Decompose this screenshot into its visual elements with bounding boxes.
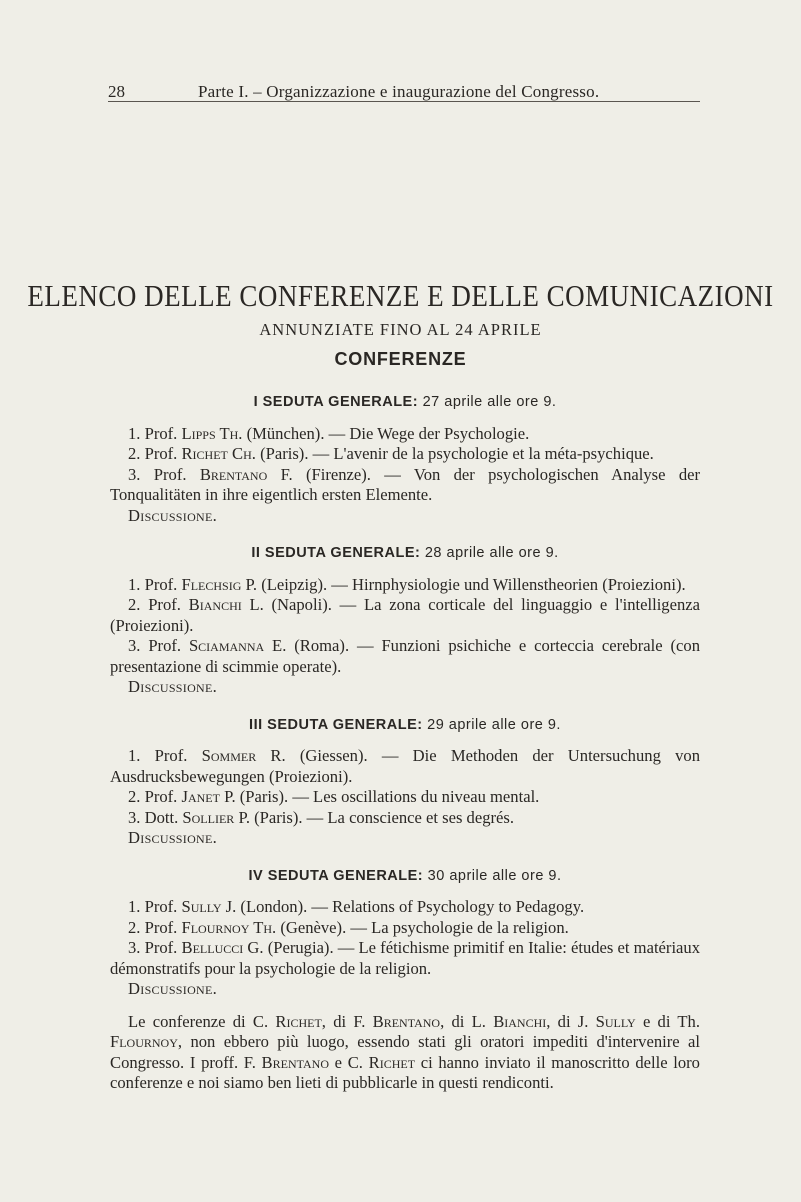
discussion-label: Discussione. <box>128 677 218 696</box>
session-heading <box>110 543 700 564</box>
entry-number: 2. Prof. <box>128 444 178 463</box>
entry-text: (Firenze). — Von der psychologischen Analyse der Tonqualitäten in ihre eigentlich ersten Elemente. <box>110 464 701 504</box>
text-run: e C. <box>334 1052 363 1072</box>
entry-number: 3. Prof. <box>128 636 182 655</box>
entry-text: (Genève). — La psychologie de la religion. <box>280 917 569 937</box>
speaker-name: Bianchi <box>493 1011 547 1031</box>
speaker-name: Janet P. <box>181 787 236 806</box>
entry-number: 1. Prof. <box>128 897 178 916</box>
conference-entry <box>110 918 700 939</box>
text-run: , non ebbero più luogo, essendo stati gli oratori impediti d'intervenire al Congresso. I proff. F. <box>110 1032 700 1072</box>
entry-number: 3. Prof. <box>128 464 187 484</box>
text-run: , di L. <box>440 1011 486 1031</box>
document-title: ELENCO DELLE CONFERENZE E DELLE COMUNICAZIONI <box>27 279 774 313</box>
speaker-name: Richet <box>275 1011 322 1031</box>
entry-number: 1. Prof. <box>128 574 178 594</box>
text-run: , di J. <box>546 1011 589 1031</box>
speaker-name: Brentano F. <box>199 464 293 484</box>
speaker-name: Brentano <box>372 1011 441 1031</box>
running-title: Parte I. – Organizzazione e inaugurazione del Congresso. <box>198 82 600 101</box>
conference-entry <box>110 746 700 787</box>
session-date: 27 aprile alle ore 9. <box>422 394 557 410</box>
speaker-name: Lipps Th. <box>181 423 243 443</box>
entry-text: (München). — Die Wege der Psychologie. <box>246 423 530 443</box>
entry-text: (Paris). — L'avenir de la psychologie et la méta-psychique. <box>260 444 654 463</box>
conference-entry <box>110 636 700 677</box>
speaker-name: Richet Ch. <box>181 444 256 463</box>
speaker-name: Bellucci G. <box>181 938 264 957</box>
entry-number: 3. Prof. <box>128 938 178 957</box>
entry-number: 2. Prof. <box>128 787 178 806</box>
discussion-label: Discussione. <box>128 828 218 847</box>
session-title: IV SEDUTA GENERALE: <box>248 867 424 884</box>
conference-entry <box>110 897 700 918</box>
entry-number: 3. Dott. <box>128 807 179 827</box>
conference-entry <box>110 424 700 445</box>
entry-text: (Giessen). — Die Methoden der Untersuchung von Ausdrucksbewegungen (Proiezioni). <box>110 746 700 786</box>
text-run: Le conferenze di C. <box>128 1011 269 1031</box>
page-number: 28 <box>108 82 125 101</box>
text-run: e di Th. <box>642 1011 700 1031</box>
speaker-name: Flechsig P. <box>181 574 258 594</box>
text-run: ci hanno inviato il manoscritto delle loro conferenze e noi siamo ben lieti di pubblicarle in questi rendiconti. <box>110 1052 700 1092</box>
entry-text: (Paris). — La conscience et ses degrés. <box>254 807 515 827</box>
session-heading <box>110 715 700 736</box>
text-run: , di F. <box>321 1011 366 1031</box>
entry-text: (London). — Relations of Psychology to Pedagogy. <box>240 897 585 916</box>
entry-text: (Perugia). — Le fétichisme primitif en Italie: études et matériaux démonstratifs pour la psychologie de la religion. <box>110 938 701 978</box>
speaker-name: Sommer R. <box>201 746 286 765</box>
entry-text: (Roma). — Funzioni psichiche e corteccia cerebrale (con presentazione di scimmie operate). <box>110 636 701 676</box>
speaker-name: Sollier P. <box>182 807 250 827</box>
document-subtitle: ANNUNZIATE FINO AL 24 APRILE <box>259 320 542 339</box>
entry-text: (Paris). — Les oscillations du niveau mental. <box>239 787 540 806</box>
session-heading <box>110 392 700 413</box>
conference-entry <box>110 444 700 465</box>
entry-number: 1. Prof. <box>128 746 188 765</box>
entry-number: 1. Prof. <box>128 423 178 443</box>
entry-number: 2. Prof. <box>128 595 181 614</box>
discussion-label: Discussione. <box>128 505 218 525</box>
speaker-name: Flournoy Th. <box>181 917 277 937</box>
speaker-name: Sully <box>595 1011 636 1031</box>
conference-list <box>110 392 700 1094</box>
conference-entry <box>110 465 700 506</box>
entry-text: (Napoli). — La zona corticale del linguaggio e l'intelligenza (Proiezioni). <box>110 595 700 635</box>
conference-entry <box>110 595 700 636</box>
section-heading: CONFERENZE <box>334 349 467 369</box>
entry-number: 2. Prof. <box>128 917 178 937</box>
conference-entry <box>110 787 700 808</box>
speaker-name: Sciamanna E. <box>188 636 287 655</box>
session-heading <box>110 866 700 887</box>
session-title: III SEDUTA GENERALE: <box>249 716 423 733</box>
session-title: I SEDUTA GENERALE: <box>253 394 419 410</box>
discussion-label: Discussione. <box>128 979 218 998</box>
conference-entry <box>110 938 700 979</box>
closing-paragraph <box>110 1012 700 1094</box>
speaker-name: Bianchi L. <box>188 595 264 614</box>
speaker-name: Sully J. <box>181 897 237 916</box>
speaker-name: Flournoy <box>110 1032 178 1051</box>
session-date: 28 aprile alle ore 9. <box>424 545 559 561</box>
speaker-name: Richet <box>368 1052 416 1072</box>
session-date: 29 aprile alle ore 9. <box>427 716 561 733</box>
speaker-name: Brentano <box>261 1052 329 1072</box>
conference-entry <box>110 575 700 596</box>
conference-entry <box>110 808 700 829</box>
header-rule <box>108 101 700 102</box>
session-date: 30 aprile alle ore 9. <box>427 867 562 884</box>
entry-text: (Leipzig). — Hirnphysiologie und Willenstheorien (Proiezioni). <box>261 574 686 594</box>
session-title: II SEDUTA GENERALE: <box>251 545 421 561</box>
